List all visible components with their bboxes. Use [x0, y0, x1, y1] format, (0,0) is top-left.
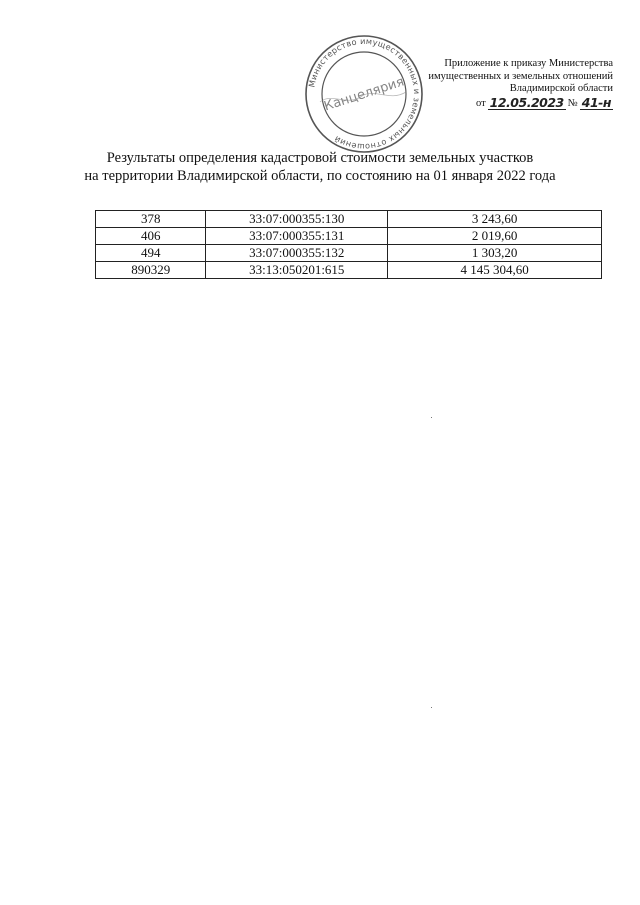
scan-speck: [431, 417, 432, 418]
number-sign: №: [567, 97, 578, 109]
row-id-cell: 378: [96, 211, 206, 228]
annex-header: [353, 58, 613, 110]
handwritten-number: 41-н: [581, 94, 611, 110]
cadastral-value-cell: 2 019,60: [388, 228, 602, 245]
svg-text:Министерство имущественных и з: Министерство имущественных и земельных отношений: [306, 35, 423, 153]
cadastral-results-table: [95, 210, 602, 279]
title-line-2: на территории Владимирской области, по состоянию на 01 января 2022 года: [84, 167, 556, 184]
cadastral-number-cell: 33:13:050201:615: [206, 262, 388, 279]
annex-line-1: Приложение к приказу Министерства: [444, 58, 613, 69]
cadastral-number-cell: 33:07:000355:132: [206, 245, 388, 262]
table-row: [96, 262, 602, 279]
scan-speck: [431, 707, 432, 708]
table-row: [96, 211, 602, 228]
row-id-cell: 406: [96, 228, 206, 245]
row-id-cell: 494: [96, 245, 206, 262]
handwritten-date: 12.05.2023: [489, 94, 564, 110]
from-label: от: [475, 97, 486, 109]
cadastral-number-cell: 33:07:000355:130: [206, 211, 388, 228]
table-row: [96, 228, 602, 245]
cadastral-value-cell: 1 303,20: [388, 245, 602, 262]
cadastral-value-cell: 3 243,60: [388, 211, 602, 228]
cadastral-number-cell: 33:07:000355:131: [206, 228, 388, 245]
annex-line-2: имущественных и земельных отношений: [428, 70, 613, 82]
title-line-1: Результаты определения кадастровой стоимости земельных участков: [106, 150, 534, 166]
cadastral-value-cell: 4 145 304,60: [388, 262, 602, 279]
document-title: [0, 150, 640, 185]
annex-line-3: Владимирской области: [509, 83, 613, 94]
annex-date-number: [353, 94, 613, 111]
row-id-cell: 890329: [96, 262, 206, 279]
svg-text:Канцелярия: Канцелярия: [322, 74, 407, 115]
table-row: [96, 245, 602, 262]
